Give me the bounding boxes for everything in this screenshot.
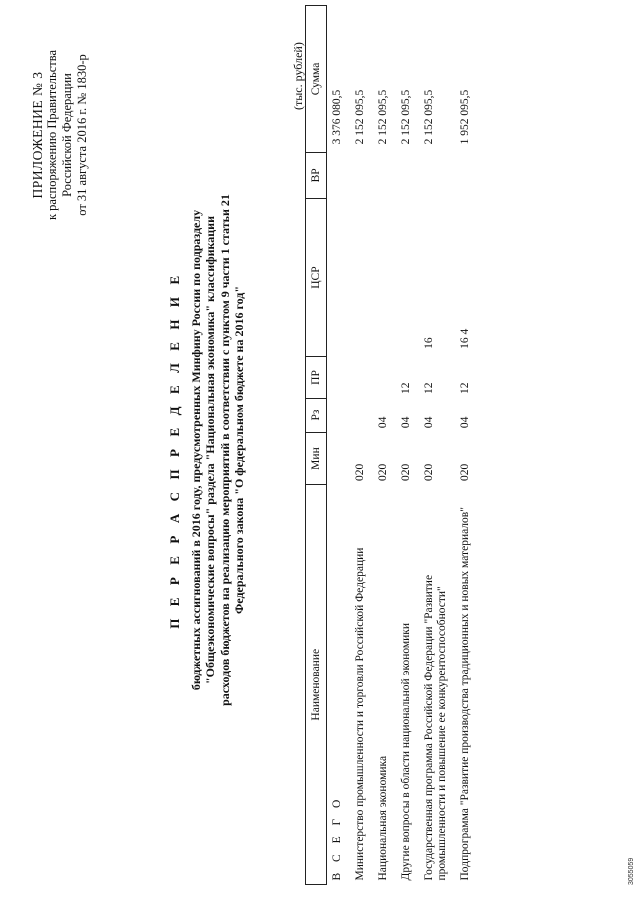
row-rz [350,398,373,432]
row-sum: 2 152 095,5 [377,89,389,145]
row-vr [373,152,396,198]
row-vr [350,152,373,198]
table-header-row [306,6,327,885]
table-row [373,6,396,885]
row-rz [327,398,351,432]
units-label: (тыс. рублей) [291,42,305,110]
table-row [396,6,419,885]
row-csr: 16 [423,337,435,349]
row-min: 020 [377,463,389,481]
row-rz: 04 [377,416,389,429]
row-name: Министерство промышленности и торговли Российской Федерации [354,547,366,881]
row-name: Другие вопросы в области национальной экономики [400,622,412,881]
row-sum: 2 152 095,5 [400,89,412,145]
title-line: Федерального закона "О федеральном бюджете на 2016 год" [232,286,246,614]
header-min: Мин [306,432,327,485]
row-rz: 04 [459,416,471,429]
row-csr [327,198,351,357]
table-row [327,6,351,885]
row-pr [350,357,373,398]
row-min [327,432,351,485]
row-vr [327,152,351,198]
appendix-line: к распоряжению Правительства [45,50,59,221]
row-min: 020 [459,463,471,481]
appendix-line: от 31 августа 2016 г. № 1830-р [75,54,89,216]
row-vr [396,152,419,198]
row-rz: 04 [400,416,412,429]
appendix-title: ПРИЛОЖЕНИЕ № 3 [30,71,45,199]
row-sum: 2 152 095,5 [423,89,435,145]
table-row [455,6,478,885]
document-id: 3055059 [628,857,635,885]
appendix-block [30,15,90,255]
row-min: 020 [400,463,412,481]
row-vr [455,152,478,198]
row-name: Государственная программа Российской Федерации "Развитие промышленности и повышение ее конкурентоспособности" [423,574,448,881]
header-sum: Сумма [306,6,327,153]
header-rz: Рз [306,398,327,432]
header-pr: ПР [306,357,327,398]
document-title [168,155,247,745]
row-sum: 3 376 080,5 [331,89,343,145]
row-rz: 04 [423,416,435,429]
row-csr: 16 4 [459,328,471,349]
row-vr [419,152,455,198]
row-pr: 12 [400,382,412,395]
title-line: расходов бюджетов на реализацию мероприятий в соответствии с пунктом 9 части 1 статьи 21 [217,194,232,706]
row-min: 020 [354,463,366,481]
row-pr [373,357,396,398]
row-pr [327,357,351,398]
row-sum: 1 952 095,5 [459,89,471,145]
row-name: В С Е Г О [331,795,343,881]
table-row [350,6,373,885]
row-csr [396,198,419,357]
title-line: "Общеэкономические вопросы" раздела "Национальная экономика" классификации [203,216,217,684]
row-sum: 2 152 095,5 [354,89,366,145]
row-csr [373,198,396,357]
row-csr [350,198,373,357]
header-csr: ЦСР [306,198,327,357]
row-pr: 12 [459,382,471,395]
row-name: Национальная экономика [377,755,389,881]
header-name: Наименование [306,485,327,885]
header-vr: ВР [306,152,327,198]
allocation-table [305,5,478,885]
table-row [419,6,455,885]
row-pr: 12 [423,382,435,395]
title-line: бюджетных ассигнований в 2016 году, предусмотренных Минфину России по подразделу [188,209,203,691]
row-name: Подпрограмма "Развитие производства традиционных и новых материалов" [459,507,471,881]
row-min: 020 [423,463,435,481]
appendix-line: Российской Федерации [60,73,74,197]
title-heading: П Е Р Е Р А С П Р Е Д Е Л Е Н И Е [167,271,182,629]
